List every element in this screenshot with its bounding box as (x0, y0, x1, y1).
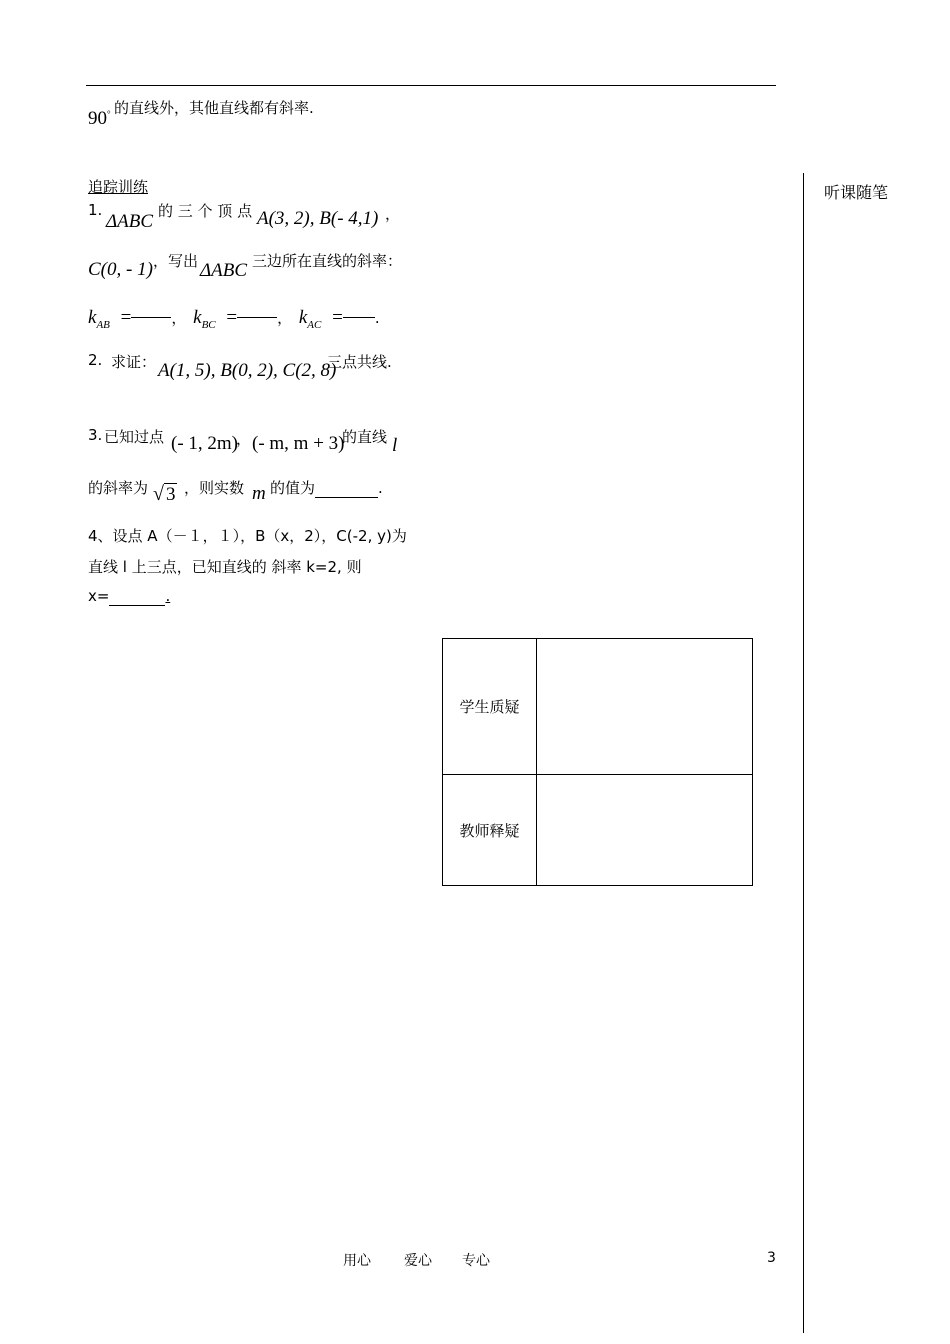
sqrt-value: 3 (165, 484, 176, 505)
k-bc-subscript: BC (201, 319, 216, 331)
q3-line-symbol: l (392, 435, 398, 456)
k-ac-equals: = (332, 307, 343, 328)
q2-label: 求证： (111, 353, 157, 371)
q1-triangle: ΔABC (106, 211, 154, 232)
margin-note: 听课随笔 (824, 183, 889, 202)
section-title: 追踪训练 (88, 178, 149, 196)
intro-text: 的直线外，其他直线都有斜率. (114, 99, 314, 117)
q3-point-1: (- 1, 2m) (171, 433, 239, 454)
header-rule (86, 85, 776, 86)
q1-points-ab: A(3, 2), B(- 4,1) (257, 208, 379, 229)
q4-blank (109, 587, 165, 606)
intro-angle: 90° (88, 108, 111, 129)
k-ab-symbol: k (88, 307, 97, 328)
q3-number: 3. (88, 426, 103, 444)
page-number: 3 (767, 1250, 776, 1266)
k-ac-blank (343, 317, 375, 318)
q3-point-2: (- m, m + 3) (252, 433, 345, 454)
q3-text-real: ，则实数 (184, 479, 245, 497)
margin-rule (803, 173, 804, 1333)
q3-m-symbol: m (252, 483, 266, 504)
k-bc-equals: = (226, 307, 238, 328)
footer-word-1: 用心 (343, 1253, 371, 1269)
q3-text-line: 的直线 (342, 428, 388, 446)
q2-points: A(1, 5), B(0, 2), C(2, 8) (158, 360, 337, 381)
teacher-answer-label: 教师释疑 (443, 775, 537, 886)
k-bc-symbol: k (193, 307, 202, 328)
teacher-answer-cell[interactable] (537, 775, 753, 886)
q3-sqrt (153, 483, 177, 506)
k-ac-subscript: AC (307, 319, 322, 331)
q3-blank (315, 479, 378, 498)
k-bc-blank (237, 317, 277, 318)
q1-text-slopes: 三边所在直线的斜率： (252, 252, 403, 270)
q1-number: 1. (88, 201, 103, 219)
q2-tail: 三点共线. (327, 353, 392, 371)
q1-text-write: ，写出 (153, 252, 199, 270)
k-ac-end: . (374, 309, 380, 327)
qa-row-teacher (443, 775, 753, 886)
student-question-cell[interactable] (537, 639, 753, 775)
q2-number: 2. (88, 351, 103, 369)
student-question-label: 学生质疑 (443, 639, 537, 775)
q3-comma: ， (236, 430, 252, 448)
k-ac-symbol: k (298, 307, 308, 328)
q4-line-3: x= . (88, 587, 171, 605)
k-bc-sep: ， (277, 309, 293, 327)
q4-line-1: 4、设点 A（－１，１），B（x，2），C(-2, y)为 (88, 527, 407, 545)
q3-text-value: 的值为 . (270, 479, 383, 497)
q3-text-through: 已知过点 (104, 428, 165, 446)
qa-table (442, 638, 753, 886)
k-ab-equals: = (120, 307, 132, 328)
sqrt-sign: √ (153, 483, 164, 505)
q1-slope-line (88, 307, 380, 331)
q3-text-slope: 的斜率为 (88, 479, 149, 497)
qa-row-student (443, 639, 753, 775)
k-ab-sep: ， (171, 309, 187, 327)
footer-word-2: 爱心 (404, 1253, 432, 1269)
k-ab-blank (131, 317, 171, 318)
q1-comma: ， (385, 205, 401, 223)
k-ab-subscript: AB (96, 319, 110, 331)
q4-line-2: 直线 l 上三点，已知直线的 斜率 k=2, 则 (88, 558, 362, 576)
q1-point-c: C(0, - 1) (88, 259, 153, 280)
footer-word-3: 专心 (462, 1253, 490, 1269)
q1-triangle-2: ΔABC (200, 260, 248, 281)
q1-text-vertices: 的 三 个 顶 点 (158, 202, 253, 220)
